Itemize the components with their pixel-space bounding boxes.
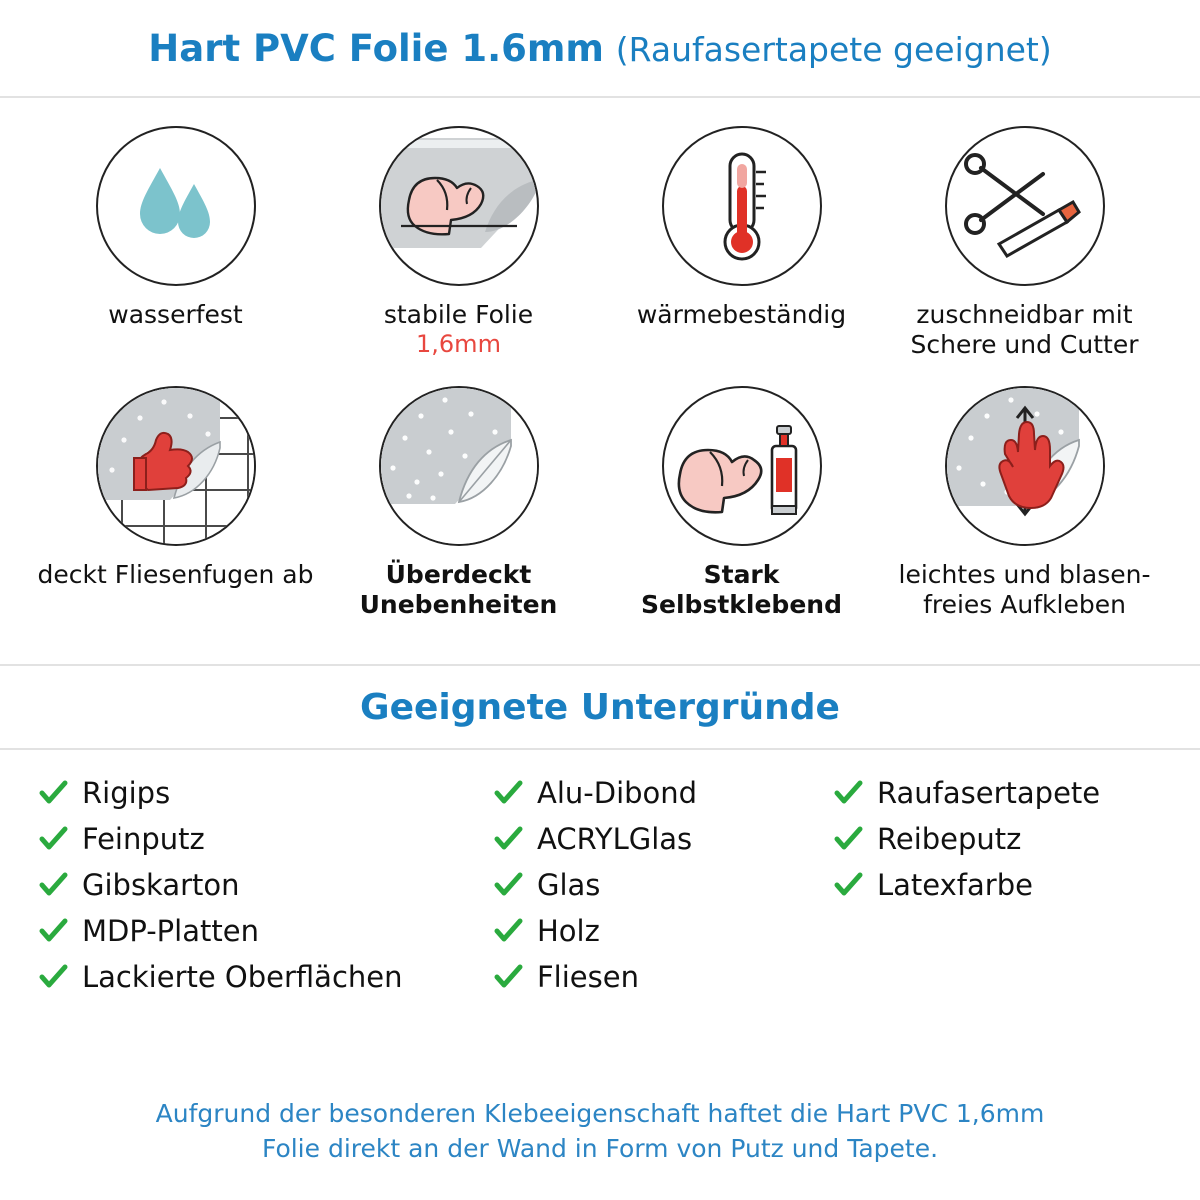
feature-caption — [637, 300, 846, 330]
strong-arm-foil-icon — [381, 128, 537, 284]
list-item-label: Holz — [537, 914, 600, 948]
feature-icon-circle — [945, 126, 1105, 286]
check-icon — [493, 778, 523, 808]
feature-item — [317, 126, 600, 386]
list-item — [833, 772, 1166, 814]
feature-grid — [0, 98, 1200, 646]
feature-caption-line1: Überdeckt Unebenheiten — [359, 560, 558, 619]
feature-caption-line1: zuschneidbar mit Schere und Cutter — [910, 300, 1139, 359]
feature-caption-line1: Stark Selbstklebend — [641, 560, 842, 619]
check-icon — [833, 824, 863, 854]
feature-icon-circle — [379, 386, 539, 546]
list-item-label: Gibskarton — [82, 868, 240, 902]
feature-icon-circle — [96, 386, 256, 546]
check-icon — [833, 870, 863, 900]
list-item-label: Glas — [537, 868, 601, 902]
feature-item — [600, 386, 883, 646]
feature-item — [34, 386, 317, 646]
feature-item — [317, 386, 600, 646]
list-item — [38, 864, 493, 906]
thumbs-up-tiles-icon — [98, 388, 254, 544]
list-item-label: Raufasertapete — [877, 776, 1101, 810]
list-item-label: Lackierte Oberflächen — [82, 960, 403, 994]
list-item-label: Fliesen — [537, 960, 639, 994]
feature-item — [600, 126, 883, 386]
feature-icon-circle — [379, 126, 539, 286]
substrate-column-1 — [38, 772, 493, 998]
arm-glue-tube-icon — [664, 388, 820, 544]
list-item — [38, 772, 493, 814]
feature-caption — [883, 300, 1166, 359]
feature-caption — [600, 560, 883, 619]
feature-icon-circle — [662, 126, 822, 286]
list-item — [493, 772, 833, 814]
feature-caption — [384, 300, 533, 358]
header — [0, 0, 1200, 98]
footer-note — [0, 1096, 1200, 1166]
feature-caption-line1: stabile Folie — [383, 300, 534, 329]
list-item — [38, 956, 493, 998]
section-divider — [0, 664, 1200, 750]
feature-caption-line1: wärmebeständig — [636, 300, 847, 329]
check-icon — [493, 916, 523, 946]
list-item-label: Feinputz — [82, 822, 205, 856]
list-item-label: Rigips — [82, 776, 171, 810]
footer-line-1: Aufgrund der besonderen Klebeeigenschaft haftet die Hart PVC 1,6mm — [155, 1099, 1045, 1128]
list-item — [493, 910, 833, 952]
feature-icon-circle — [662, 386, 822, 546]
check-icon — [38, 778, 68, 808]
list-item-label: MDP-Platten — [82, 914, 259, 948]
scissors-cutter-icon — [947, 128, 1103, 284]
footer-line-2: Folie direkt an der Wand in Form von Putz und Tapete. — [261, 1134, 939, 1163]
feature-caption-line2: 1,6mm — [416, 329, 501, 358]
feature-item — [883, 126, 1166, 386]
list-item-label: Alu-Dibond — [537, 776, 698, 810]
list-item — [493, 818, 833, 860]
feature-icon-circle — [96, 126, 256, 286]
feature-icon-circle — [945, 386, 1105, 546]
list-item-label: Reibeputz — [877, 822, 1022, 856]
page-title — [148, 27, 1051, 70]
substrate-column-2 — [493, 772, 833, 998]
section-title: Geeignete Untergründe — [360, 686, 840, 728]
foil-peel-icon — [381, 388, 537, 544]
substrate-lists — [0, 750, 1200, 998]
check-icon — [38, 824, 68, 854]
feature-caption — [108, 300, 243, 330]
list-item — [493, 956, 833, 998]
feature-caption — [37, 560, 313, 590]
feature-caption-line1: deckt Fliesenfugen ab — [37, 560, 314, 589]
list-item — [493, 864, 833, 906]
check-icon — [493, 962, 523, 992]
feature-item — [34, 126, 317, 386]
list-item-label: ACRYLGlas — [537, 822, 693, 856]
page-title-sub: (Raufasertapete geeignet) — [615, 29, 1052, 69]
thermometer-icon — [664, 128, 820, 284]
list-item — [833, 818, 1166, 860]
check-icon — [38, 962, 68, 992]
check-icon — [38, 870, 68, 900]
water-drops-icon — [98, 128, 254, 284]
substrate-column-3 — [833, 772, 1166, 998]
feature-caption — [883, 560, 1166, 619]
feature-item — [883, 386, 1166, 646]
page-title-main: Hart PVC Folie 1.6mm — [148, 26, 604, 70]
hand-smoothing-icon — [947, 388, 1103, 544]
feature-caption-line1: wasserfest — [108, 300, 243, 329]
list-item — [833, 864, 1166, 906]
feature-caption-line1: leichtes und blasen- freies Aufkleben — [898, 560, 1151, 619]
check-icon — [493, 824, 523, 854]
list-item — [38, 910, 493, 952]
check-icon — [38, 916, 68, 946]
list-item — [38, 818, 493, 860]
check-icon — [493, 870, 523, 900]
check-icon — [833, 778, 863, 808]
feature-caption — [317, 560, 600, 619]
list-item-label: Latexfarbe — [877, 868, 1033, 902]
